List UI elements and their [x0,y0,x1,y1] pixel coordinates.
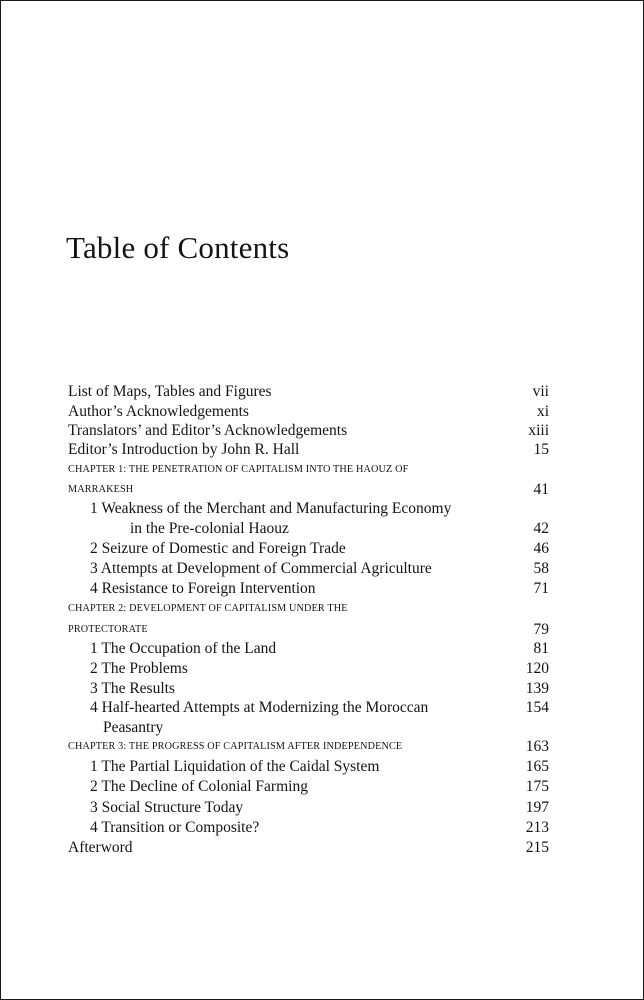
toc-entry-title: Translators’ and Editor’s Acknowledgements [68,422,348,439]
toc-page-number: 175 [525,778,549,795]
toc-section-2-3 [0,679,644,699]
toc-page-number: 139 [525,680,549,697]
toc-entry-title: List of Maps, Tables and Figures [68,383,272,400]
toc-page-number: 58 [533,560,549,577]
page-title: Table of Contents [66,230,290,265]
toc-entry-title: Afterword [68,839,133,856]
toc-section-title: in the Pre-colonial Haouz [130,520,289,537]
toc-section-1-2 [0,539,644,559]
toc-page-number: 79 [533,621,549,638]
toc-page-number: 15 [533,441,549,458]
toc-section-title: 4 Half-hearted Attempts at Modernizing the Moroccan [90,699,429,716]
toc-section-2-4-cont [0,718,644,738]
toc-section-title: 2 The Decline of Colonial Farming [90,778,308,795]
toc-chapter-title: PROTECTORATE [68,624,148,635]
toc-chapter-title: CHAPTER 3: THE PROGRESS OF CAPITALISM AFTER INDEPENDENCE [68,741,403,752]
toc-section-2-4 [0,698,644,718]
toc-page-number: xiii [528,422,549,439]
toc-section-3-1 [0,757,644,777]
toc-page-number: 42 [533,520,549,537]
toc-chapter-2-heading-cont [0,620,644,640]
toc-section-3-3 [0,798,644,818]
toc-chapter-title: CHAPTER 2: DEVELOPMENT OF CAPITALISM UNDER THE [68,603,348,614]
toc-section-title: 1 The Occupation of the Land [90,640,277,657]
toc-section-title: 4 Resistance to Foreign Intervention [90,580,316,597]
toc-chapter-title: CHAPTER 1: THE PENETRATION OF CAPITALISM INTO THE HAOUZ OF [68,464,409,475]
toc-chapter-3-heading [0,737,644,757]
toc-section-title: 3 Social Structure Today [90,799,244,816]
toc-page-number: 197 [525,799,549,816]
toc-section-3-4 [0,818,644,838]
toc-section-3-2 [0,777,644,797]
toc-section-1-1-cont [0,519,644,539]
toc-page-number: 163 [525,738,549,755]
toc-entry-title: Author’s Acknowledgements [68,403,249,420]
toc-page-number: 213 [525,819,549,836]
toc-entry-afterword [0,838,644,858]
toc-section-title: 4 Transition or Composite? [90,819,260,836]
toc-section-1-3 [0,559,644,579]
toc-chapter-1-heading [0,460,644,480]
toc-entry-list-of-maps [0,382,644,402]
toc-section-title: 2 Seizure of Domestic and Foreign Trade [90,540,346,557]
toc-section-1-1 [0,499,644,519]
toc-entry-translators-acknowledgements [0,421,644,441]
toc-section-1-4 [0,579,644,599]
toc-section-title: Peasantry [103,719,164,736]
toc-page-number: 46 [533,540,549,557]
toc-page-number: 120 [525,660,549,677]
toc-section-title: 3 Attempts at Development of Commercial Agriculture [90,560,432,577]
toc-chapter-2-heading [0,599,644,619]
toc-page-number: 81 [533,640,549,657]
toc-entry-authors-acknowledgements [0,402,644,422]
toc-section-title: 1 The Partial Liquidation of the Caidal System [90,758,380,775]
toc-section-title: 3 The Results [90,680,175,697]
toc-chapter-title: MARRAKESH [68,484,134,495]
toc-section-2-1 [0,639,644,659]
toc-section-title: 2 The Problems [90,660,188,677]
toc-page-number: 41 [533,481,549,498]
toc-entry-title: Editor’s Introduction by John R. Hall [68,441,300,458]
toc-page-number: vii [532,383,549,400]
toc-page-number: 71 [533,580,549,597]
toc-chapter-1-heading-cont [0,480,644,500]
toc-entry-editors-introduction [0,440,644,460]
toc-page-number: xi [536,403,549,420]
toc-page-number: 215 [525,839,549,856]
toc-section-title: 1 Weakness of the Merchant and Manufacturing Economy [90,500,452,517]
toc-page-number: 154 [525,699,549,716]
toc-section-2-2 [0,659,644,679]
toc-page-number: 165 [525,758,549,775]
